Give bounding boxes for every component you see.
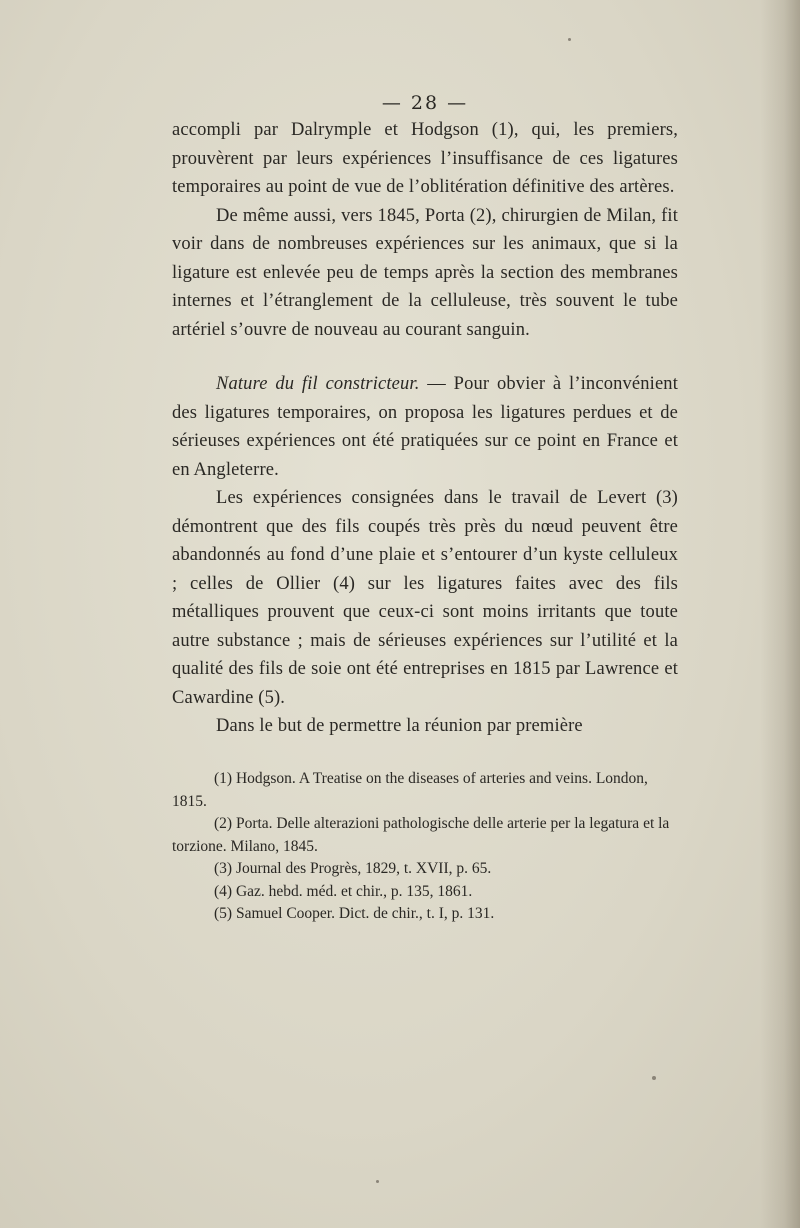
paper-speck <box>568 38 571 41</box>
page-edge-shadow <box>760 0 800 1228</box>
paper-speck <box>652 1076 656 1080</box>
paragraph-1: accompli par Dalrymple et Hodgson (1), qui, les premiers, prouvèrent par leurs expériences l’insuffisance de ces ligatures temporaires au point de vue de l’oblitération définitive des artères. <box>172 120 678 197</box>
paragraph-3 <box>172 370 678 484</box>
footnote-3: (3) Journal des Progrès, 1829, t. XVII, p. 65. <box>214 860 492 877</box>
section-heading: Nature du fil constricteur. <box>216 374 420 394</box>
footnote-4: (4) Gaz. hebd. méd. et chir., p. 135, 1861. <box>214 882 473 900</box>
footnotes <box>172 768 678 926</box>
footnote-5: (5) Samuel Cooper. Dict. de chir., t. I, p. 131. <box>214 905 495 922</box>
footnote-2: (2) Porta. Delle alterazioni pathologische delle arterie per la legatura et la torzione. Milano, 1845. <box>172 815 670 855</box>
paragraph-5: Dans le but de permettre la réunion par première <box>216 716 583 736</box>
footnote-1: (1) Hodgson. A Treatise on the diseases of arteries and veins. London, 1815. <box>172 770 648 810</box>
page-number: — 28 — <box>381 92 469 114</box>
paragraph-2: De même aussi, vers 1845, Porta (2), chirurgien de Milan, fit voir dans de nombreuses expériences sur les animaux, que si la ligature est enlevée peu de temps après la section des membranes internes et l’étranglement de la celluleuse, très souvent le tube artériel s’ouvre de nouveau au courant sanguin. <box>172 205 678 340</box>
paragraph-3-text: — Pour obvier à l’inconvénient des ligatures temporaires, on proposa les ligatures perdues et de sérieuses expériences ont été pratiquées sur ce point en France et en Angleterre. <box>172 374 678 480</box>
main-text <box>172 116 678 741</box>
paragraph-4: Les expériences consignées dans le travail de Levert (3) démontrent que des fils coupés très près du nœud peuvent être abandonnés au fond d’une plaie et s’entourer d’un kyste celluleux ; celles de Ollier (4) sur les ligatures faites avec des fils métalliques prouvent que ceux-ci sont moins irritants que toute autre substance ; mais de sérieuses expériences sur l’utilité et la qualité des fils de soie ont été entreprises en 1815 par Lawrence et Cawardine (5). <box>172 488 678 708</box>
paper-speck <box>376 1180 379 1183</box>
